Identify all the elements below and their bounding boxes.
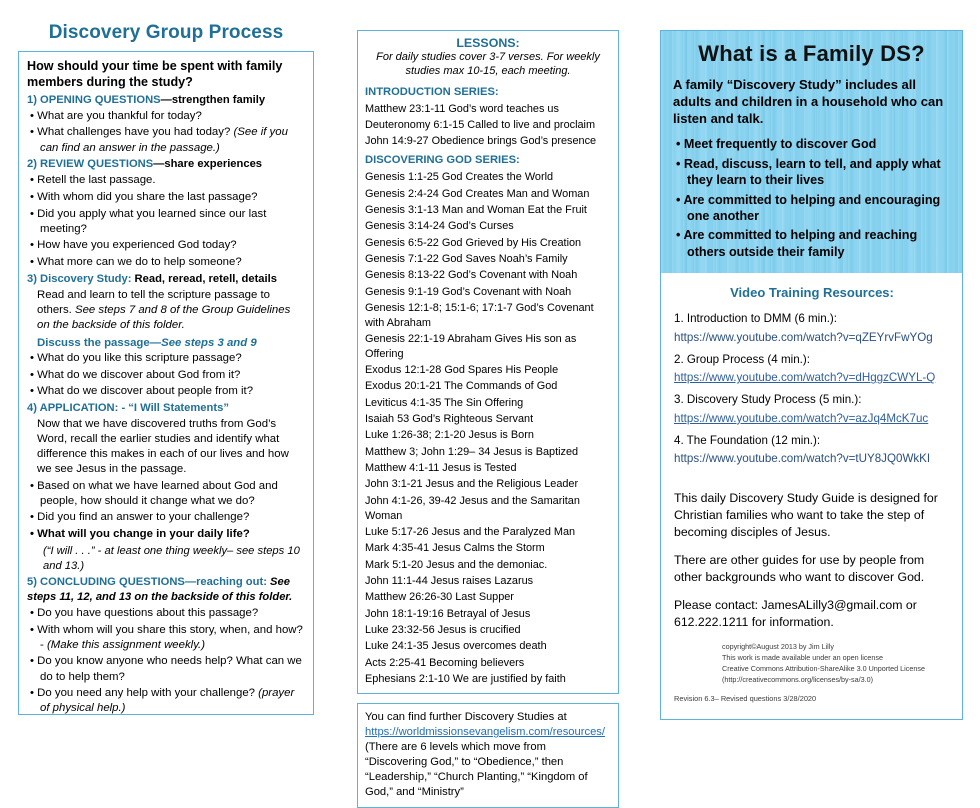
lesson-item: Genesis 22:1-19 Abraham Gives His son as Offering xyxy=(365,332,577,360)
bullet-note: (prayer of physical help.) xyxy=(40,687,295,715)
video-resources-panel xyxy=(661,273,962,711)
lesson-item: Genesis 3:14-24 God’s Curses xyxy=(365,220,514,233)
copyright-line: Creative Commons Attribution-ShareAlike 3.0 Unported License xyxy=(722,663,925,673)
lesson-item: Genesis 7:1-22 God Saves Noah’s Family xyxy=(365,252,568,265)
lesson-item: Deuteronomy 6:1-15 Called to live and proclaim xyxy=(365,119,596,132)
list-item: • What do you like this scripture passage? xyxy=(30,351,242,364)
right-column xyxy=(660,30,963,720)
bullet-note: (See if you can find an answer in the passage.) xyxy=(40,126,288,154)
introduction-series-heading: INTRODUCTION SERIES: xyxy=(365,85,499,98)
introduction-series-list xyxy=(365,102,611,149)
lesson-item: Luke 23:32-56 Jesus is crucified xyxy=(365,623,521,636)
lessons-subtitle: For daily studies cover 3-7 verses. For weekly studies max 10-15, each meeting. xyxy=(376,51,600,77)
subheading-note: —See steps 3 and 9 xyxy=(149,336,257,349)
lesson-item: Acts 2:25-41 Becoming believers xyxy=(365,656,525,669)
paragraph-text: Read and learn to tell the scripture passage to others. xyxy=(37,288,271,316)
discovering-god-series-list xyxy=(365,170,611,687)
further-studies-box xyxy=(357,703,619,807)
copyright-line: This work is made available under an open license xyxy=(722,652,884,662)
family-ds-intro: A family “Discovery Study” includes all adults and children in a household who can listen and talk. xyxy=(673,77,944,127)
lessons-box xyxy=(357,30,619,694)
section-3-paragraph xyxy=(37,288,305,333)
section-5-note: See steps 11, 12, and 13 on the backside of this folder. xyxy=(27,576,293,603)
list-item: • What are you thankful for today? xyxy=(30,109,202,122)
subheading-text: Discuss the passage xyxy=(37,336,150,349)
lesson-item: Genesis 6:5-22 God Grieved by His Creation xyxy=(365,236,582,249)
section-2-label: 2) REVIEW QUESTIONS xyxy=(27,158,154,171)
note-prefix: You can find further Discovery Studies at xyxy=(365,711,567,724)
video-resource-label: 3. Discovery Study Process (5 min.): xyxy=(674,393,862,407)
copyright-line: (http://creativecommons.org/licenses/by-sa/3.0) xyxy=(722,674,873,684)
revision-line: Revision 6.3– Revised questions 3/28/2020 xyxy=(674,693,817,703)
lesson-item: Genesis 8:13-22 God’s Covenant with Noah xyxy=(365,269,578,282)
bullet-text: • What challenges have you had today? xyxy=(30,126,234,139)
video-resource-item xyxy=(674,351,950,389)
lesson-item: Genesis 9:1-19 God’s Covenant with Noah xyxy=(365,285,572,298)
section-3-label: 3) Discovery Study: xyxy=(27,272,132,285)
lesson-item: Exodus 12:1-28 God Spares His People xyxy=(365,364,559,377)
copyright-line: copyright©August 2013 by Jim Lilly xyxy=(722,642,834,652)
middle-column xyxy=(357,30,619,808)
list-item: • Based on what we have learned about God and people, how should it change what we do? xyxy=(30,479,278,507)
discovering-god-series-heading: DISCOVERING GOD SERIES: xyxy=(365,154,520,167)
video-resource-link[interactable]: https://www.youtube.com/watch?v=azJq4McK7uc xyxy=(674,411,929,425)
video-resources-title: Video Training Resources: xyxy=(730,284,894,300)
contact-paragraph: Please contact: JamesALilly3@gmail.com or 612.222.1211 for information. xyxy=(674,598,917,630)
lesson-item: Matthew 4:1-11 Jesus is Tested xyxy=(365,462,517,475)
lesson-item: Genesis 3:1-13 Man and Woman Eat the Fruit xyxy=(365,203,587,216)
lesson-item: Genesis 2:4-24 God Creates Man and Woman xyxy=(365,187,590,200)
list-item: • What more can we do to help someone? xyxy=(30,256,242,269)
lesson-item: Genesis 1:1-25 God Creates the World xyxy=(365,171,554,184)
video-resource-label: 4. The Foundation (12 min.): xyxy=(674,433,821,447)
list-item: • With whom did you share the last passage? xyxy=(30,190,258,203)
lesson-item: Matthew 3; John 1:29– 34 Jesus is Baptized xyxy=(365,445,579,458)
copyright-block xyxy=(722,642,950,686)
lesson-item: John 11:1-44 Jesus raises Lazarus xyxy=(365,574,534,587)
video-resource-label: 1. Introduction to DMM (6 min.): xyxy=(674,311,838,325)
section-2-heading xyxy=(27,157,305,172)
lesson-item: Exodus 20:1-21 The Commands of God xyxy=(365,380,558,393)
list-item: • How have you experienced God today? xyxy=(30,239,237,252)
note-suffix: (There are 6 levels which move from “Discovering God,” to “Obedience,” then “Leadership,” “Church Planting,” “Kingdom of God,” and “Ministry” xyxy=(365,740,588,798)
video-resource-link[interactable]: https://www.youtube.com/watch?v=qZEYrvFwYOg xyxy=(674,330,933,344)
list-item xyxy=(27,686,305,716)
list-item: • Did you find an answer to your challenge? xyxy=(30,511,250,524)
list-item: • Do you have questions about this passage? xyxy=(30,606,259,619)
family-ds-bullet: • Read, discuss, learn to tell, and apply what they learn to their lives xyxy=(676,156,941,188)
section-5-label: 5) CONCLUDING QUESTIONS—reaching out: xyxy=(27,576,267,589)
lesson-item: Luke 24:1-35 Jesus overcomes death xyxy=(365,640,547,653)
lesson-item: John 3:1-21 Jesus and the Religious Leader xyxy=(365,478,579,491)
family-ds-bullet: • Are committed to helping and reaching others outside their family xyxy=(676,228,918,259)
video-resource-link[interactable]: https://www.youtube.com/watch?v=dHggzCWYL-Q xyxy=(674,371,936,385)
lesson-item: Leviticus 4:1-35 The Sin Offering xyxy=(365,396,524,409)
video-resource-item xyxy=(674,391,950,429)
lesson-item: Luke 1:26-38; 2:1-20 Jesus is Born xyxy=(365,429,534,442)
bullet-text: • With whom will you share this story, when, and how? - xyxy=(30,623,303,651)
lead-question: How should your time be spent with family members during the study? xyxy=(27,59,283,90)
list-item xyxy=(27,125,305,155)
lesson-item: Luke 5:17-26 Jesus and the Paralyzed Man xyxy=(365,525,576,538)
section-3-suffix: Read, reread, retell, details xyxy=(131,272,277,285)
list-item: • What do we discover about God from it? xyxy=(30,368,241,381)
video-resources-list xyxy=(674,310,950,469)
family-ds-bullet-list xyxy=(673,136,950,260)
section-1-heading xyxy=(27,93,305,108)
section-4-heading: 4) APPLICATION: - “I Will Statements” xyxy=(27,401,229,414)
lesson-item: Mark 4:35-41 Jesus Calms the Storm xyxy=(365,542,545,555)
lesson-item: Ephesians 2:1-10 We are justified by faith xyxy=(365,672,566,685)
family-ds-box xyxy=(660,30,963,720)
discuss-passage-subheading xyxy=(37,337,305,349)
section-2-suffix: —share experiences xyxy=(153,158,263,171)
bullet-text: • Do you need any help with your challenge? xyxy=(30,687,259,700)
lesson-item: Isaiah 53 God’s Righteous Servant xyxy=(365,413,534,426)
lesson-item: Matthew 23:1-11 God’s word teaches us xyxy=(365,102,559,115)
lesson-item: Genesis 12:1-8; 15:1-6; 17:1-7 God’s Covenant with Abraham xyxy=(365,301,594,329)
further-studies-note xyxy=(365,710,611,799)
guide-description-paragraph: This daily Discovery Study Guide is designed for Christian families who want to take the step of becoming disciples of Jesus. xyxy=(674,491,938,540)
family-ds-blue-panel xyxy=(661,31,962,273)
section-1-suffix: —strengthen family xyxy=(160,93,266,106)
paragraph-note: See steps 7 and 8 of the Group Guidelines on the backside of this folder. xyxy=(37,303,291,331)
lessons-title: LESSONS: xyxy=(456,36,520,50)
bullet-note: (Make this assignment weekly.) xyxy=(46,638,206,651)
video-resource-item xyxy=(674,310,950,348)
family-ds-title: What is a Family DS? xyxy=(698,41,925,66)
lesson-item: Matthew 26:26-30 Last Supper xyxy=(365,591,514,604)
list-item: • What do we discover about people from it? xyxy=(30,385,254,398)
list-item xyxy=(27,623,305,653)
list-item: • Retell the last passage. xyxy=(30,174,156,187)
section-3-heading xyxy=(27,272,305,287)
family-ds-bullet: • Are committed to helping and encouraging one another xyxy=(676,192,941,223)
lesson-item: John 18:1-19:16 Betrayal of Jesus xyxy=(365,607,531,620)
left-column xyxy=(18,22,314,715)
list-item: • What will you change in your daily life? xyxy=(30,528,250,541)
section-4-note: (“I will . . .” - at least one thing weekly– see steps 10 and 13.) xyxy=(43,544,300,572)
video-resource-label: 2. Group Process (4 min.): xyxy=(674,352,810,366)
section-1-label: 1) OPENING QUESTIONS xyxy=(27,93,161,106)
list-item: • Did you apply what you learned since our last meeting? xyxy=(30,207,267,235)
video-resource-link[interactable]: https://www.youtube.com/watch?v=tUY8JQ0WkKI xyxy=(674,452,931,466)
lesson-item: John 14:9-27 Obedience brings God’s presence xyxy=(365,135,597,148)
video-resource-item xyxy=(674,432,950,470)
resources-link[interactable]: https://worldmissionsevangelism.com/resources/ xyxy=(365,726,605,739)
lesson-item: Mark 5:1-20 Jesus and the demoniac. xyxy=(365,558,548,571)
page-title: Discovery Group Process xyxy=(48,22,284,43)
family-ds-bullet: • Meet frequently to discover God xyxy=(676,137,877,152)
lesson-item: John 4:1-26, 39-42 Jesus and the Samaritan Woman xyxy=(365,494,580,522)
other-guides-paragraph: There are other guides for use by people from other backgrounds who want to discover God. xyxy=(674,553,925,585)
section-4-paragraph: Now that we have discovered truths from God’s Word, recall the earlier studies and identify what difference this makes in each of our lives and how we see Jesus in the passage. xyxy=(37,417,289,476)
discovery-group-process-box xyxy=(18,51,314,715)
list-item: • Do you know anyone who needs help? What can we do to help them? xyxy=(30,655,302,683)
section-5-heading xyxy=(27,575,305,604)
